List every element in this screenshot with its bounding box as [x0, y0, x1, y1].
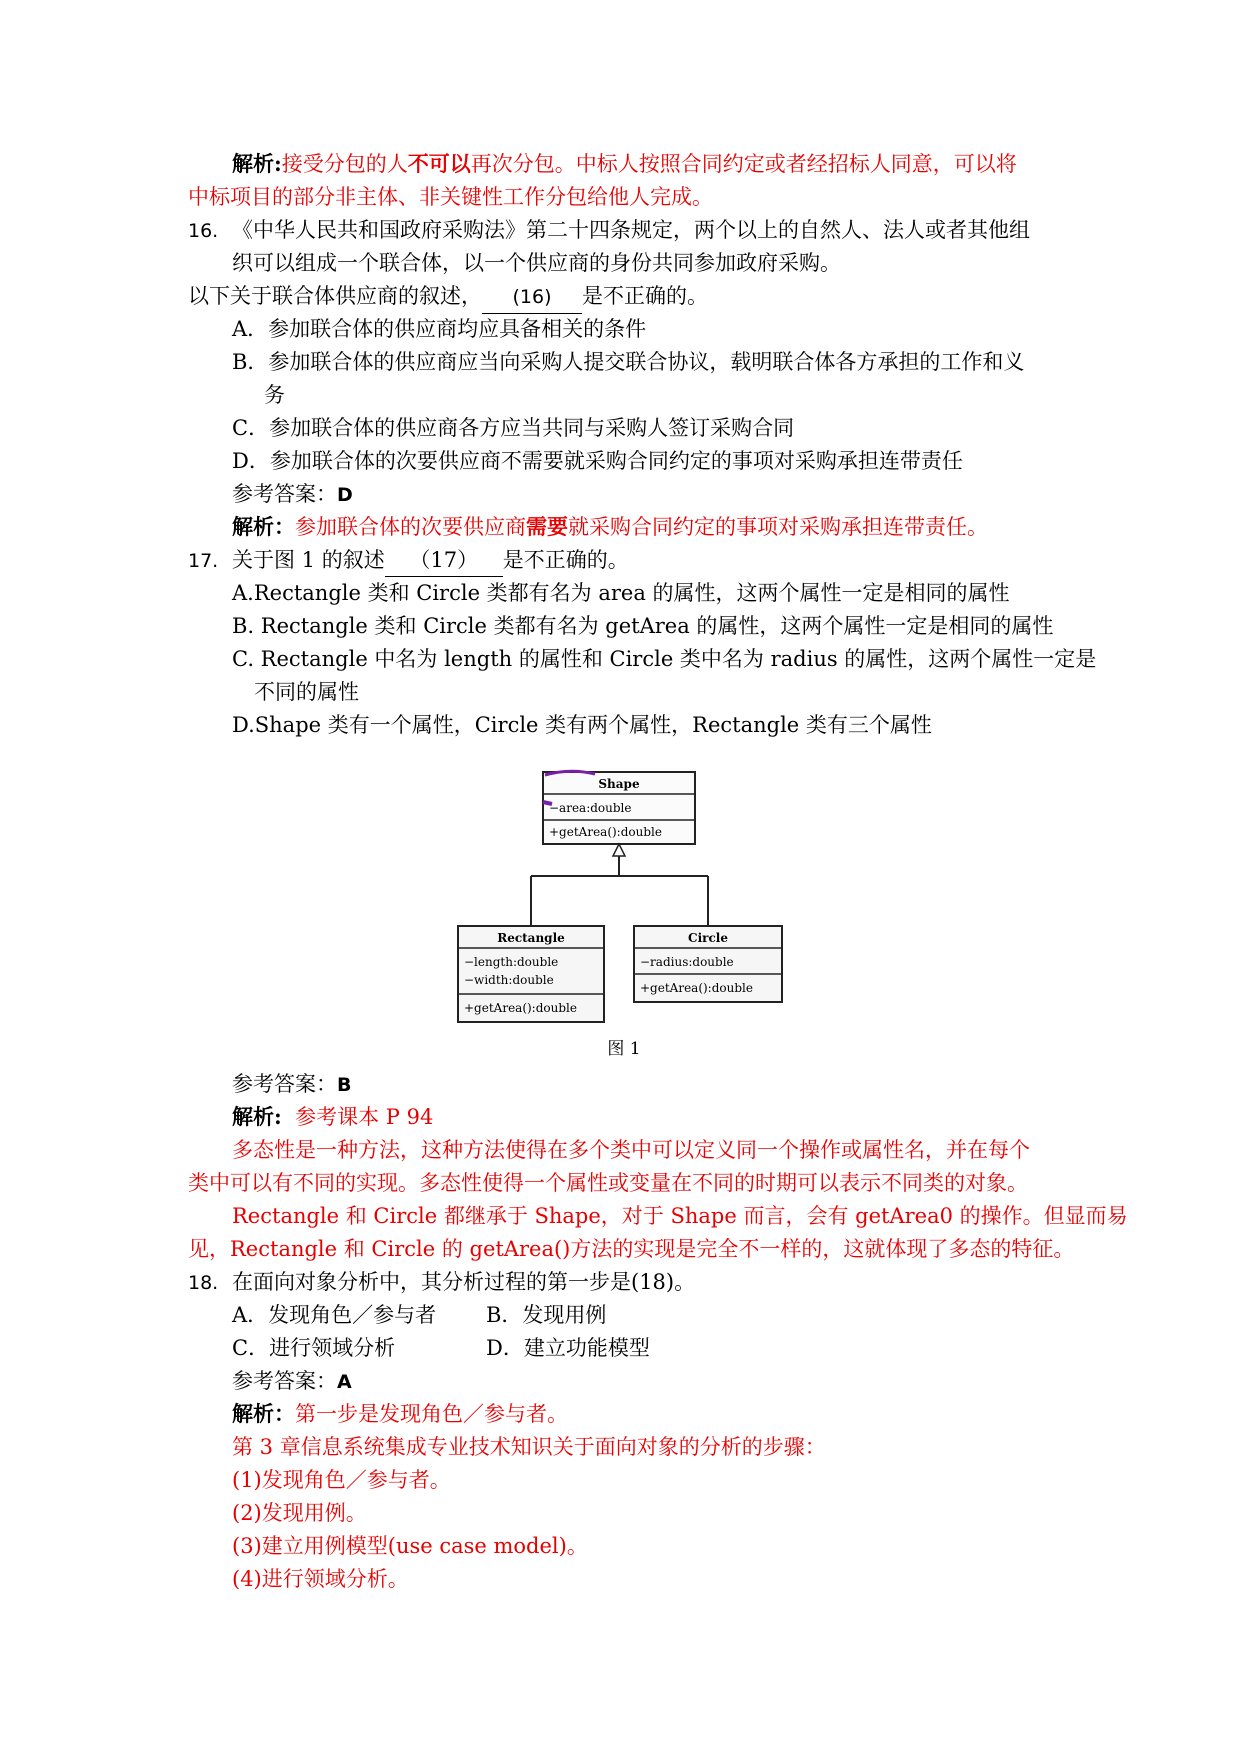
- rectangle-op-getarea: +getArea():double: [464, 1001, 577, 1015]
- q18-stem: 在面向对象分析中，其分析过程的第一步是(18)。: [232, 1270, 696, 1294]
- q18-step-4: (4)进行领域分析。: [232, 1567, 409, 1591]
- q16-stem-1: 《中华人民共和国政府采购法》第二十四条规定，两个以上的自然人、法人或者其他组: [232, 218, 1030, 242]
- question-number: 16.: [188, 220, 219, 242]
- q16-option-d: D．参加联合体的次要供应商不需要就采购合同约定的事项对采购承担连带责任: [232, 449, 963, 473]
- pen-mark-side: [543, 802, 552, 804]
- rectangle-attr-length: −length:double: [464, 955, 559, 969]
- q17-analysis-p2-line-1: Rectangle 和 Circle 都继承于 Shape，对于 Shape 而言，会有 getArea0 的操作。但显而易: [232, 1204, 1128, 1228]
- q17-analysis-p2-line-2: 见，Rectangle 和 Circle 的 getArea()方法的实现是完全不一样的，这就体现了多态的特征。: [188, 1237, 1075, 1261]
- analysis-text: 就采购合同约定的事项对采购承担连带责任。: [568, 515, 988, 539]
- q16-stem-2: 织可以组成一个联合体，以一个供应商的身份共同参加政府采购。: [232, 251, 841, 275]
- analysis-text: 参加联合体的次要供应商: [295, 515, 526, 539]
- shape-attr-area: −area:double: [549, 801, 632, 815]
- circle-attr-radius: −radius:double: [640, 955, 734, 969]
- q17-stem: [232, 544, 629, 577]
- answer-blank: （17）: [385, 544, 503, 577]
- q16-number: [188, 214, 218, 247]
- q16-option-b-2: 务: [264, 383, 285, 407]
- q17-option-b: B. Rectangle 类和 Circle 类都有名为 getArea 的属性，这两个属性一定是相同的属性: [232, 614, 1054, 638]
- analysis-label: 解析：: [232, 514, 295, 539]
- q18-option-a: A．发现角色／参与者: [232, 1303, 437, 1327]
- figure-caption: 图 1: [607, 1039, 641, 1059]
- q18-step-2: (2)发现用例。: [232, 1501, 367, 1525]
- q16-option-a: A．参加联合体的供应商均应具备相关的条件: [232, 317, 647, 341]
- q18-number: [188, 1266, 218, 1299]
- q17-analysis-p1-line-1: 多态性是一种方法，这种方法使得在多个类中可以定义同一个操作或属性名，并在每个: [232, 1138, 1030, 1162]
- q17-option-c-1: C. Rectangle 中名为 length 的属性和 Circle 类中名为 radius 的属性，这两个属性一定是: [232, 647, 1097, 671]
- q17-option-c-2: 不同的属性: [254, 680, 359, 704]
- q16-answer: [232, 478, 353, 511]
- q18-chapter-note: 第 3 章信息系统集成专业技术知识关于面向对象的分析的步骤：: [232, 1435, 826, 1459]
- answer-value: B: [337, 1074, 352, 1096]
- q17-analysis-ref: [232, 1101, 433, 1133]
- q18-step-3: (3)建立用例模型(use case model)。: [232, 1534, 588, 1558]
- analysis-emphasis: 需要: [526, 514, 568, 539]
- answer-value: D: [337, 484, 353, 506]
- q17-analysis-p1-line-2: 类中可以有不同的实现。多态性使得一个属性或变量在不同的时期可以表示不同类的对象。: [188, 1171, 1028, 1195]
- analysis-text: 再次分包。中标人按照合同约定或者经招标人同意，可以将: [470, 152, 1017, 176]
- stem-text: 以下关于联合体供应商的叙述，: [188, 284, 482, 308]
- analysis-label: 解析:: [232, 1104, 282, 1129]
- q18-option-d: D．建立功能模型: [486, 1336, 650, 1360]
- q18-step-1: (1)发现角色／参与者。: [232, 1468, 451, 1492]
- q15-analysis-line-2: 中标项目的部分非主体、非关键性工作分包给他人完成。: [188, 185, 713, 209]
- answer-label: 参考答案：: [232, 1072, 337, 1096]
- rectangle-class-name: Rectangle: [497, 931, 565, 945]
- q16-analysis: [232, 511, 988, 543]
- q17-number: [188, 544, 218, 577]
- uml-class-diagram: [440, 764, 810, 1064]
- shape-op-getarea: +getArea():double: [549, 825, 662, 839]
- rectangle-attr-width: −width:double: [464, 973, 554, 987]
- shape-class-name: Shape: [598, 777, 640, 791]
- answer-label: 参考答案：: [232, 482, 337, 506]
- question-number: 17.: [188, 550, 219, 572]
- shape-class-box: [543, 771, 695, 844]
- q17-answer: [232, 1068, 351, 1101]
- q16-option-c: C．参加联合体的供应商各方应当共同与采购人签订采购合同: [232, 416, 795, 440]
- q15-analysis-line-1: [232, 148, 1017, 180]
- answer-label: 参考答案：: [232, 1369, 337, 1393]
- stem-text: 是不正确的。: [502, 548, 629, 572]
- analysis-text: 参考课本 P 94: [295, 1105, 434, 1129]
- analysis-label: 解析:: [232, 151, 282, 176]
- analysis-text: 接受分包的人: [281, 152, 408, 176]
- q18-option-c: C．进行领域分析: [232, 1336, 396, 1360]
- circle-op-getarea: +getArea():double: [640, 981, 753, 995]
- rectangle-class-box: [458, 926, 604, 1022]
- stem-text: 关于图 1 的叙述: [232, 548, 385, 572]
- q18-answer: [232, 1365, 352, 1398]
- circle-class-name: Circle: [688, 931, 728, 945]
- analysis-emphasis: 不可以: [407, 151, 471, 176]
- q17-option-a: A.Rectangle 类和 Circle 类都有名为 area 的属性，这两个属性一定是相同的属性: [232, 581, 1010, 605]
- q17-option-d: D.Shape 类有一个属性，Circle 类有两个属性，Rectangle 类有三个属性: [232, 713, 932, 737]
- q16-option-b-1: B．参加联合体的供应商应当向采购人提交联合协议，载明联合体各方承担的工作和义: [232, 350, 1025, 374]
- stem-text: 是不正确的。: [582, 284, 708, 308]
- analysis-text: 第一步是发现角色／参与者。: [295, 1402, 568, 1426]
- q18-analysis: [232, 1398, 568, 1430]
- analysis-label: 解析：: [232, 1401, 295, 1426]
- q16-stem-3: [188, 280, 708, 314]
- question-number: 18.: [188, 1272, 219, 1294]
- q18-option-b: B．发现用例: [486, 1303, 607, 1327]
- answer-blank: (16): [482, 281, 582, 314]
- answer-value: A: [337, 1371, 352, 1393]
- circle-class-box: [634, 926, 782, 1002]
